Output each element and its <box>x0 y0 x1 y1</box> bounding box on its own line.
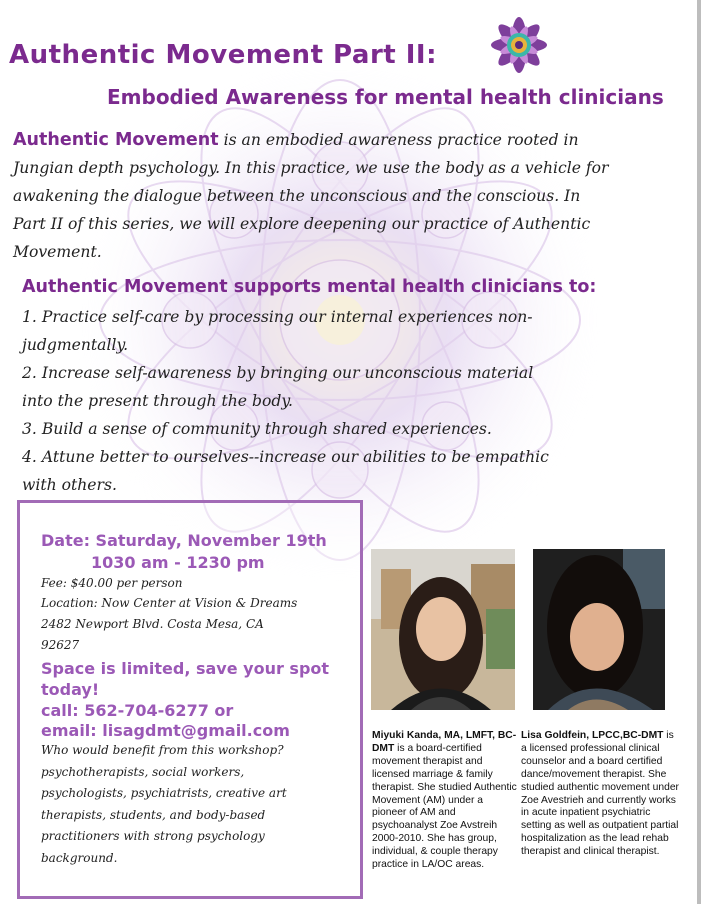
miyuki-photo <box>371 549 515 710</box>
lisa-photo <box>533 549 665 710</box>
space-limited-notice: Space is limited, save your spot today! <box>41 659 330 699</box>
intro-lead: Authentic Movement <box>13 130 219 150</box>
audience-line: therapists, students, and body-based <box>41 807 266 822</box>
miyuki-name: Miyuki Kanda, MA, LMFT, BC-DMT <box>372 730 517 754</box>
audience-section <box>41 740 341 869</box>
event-fee: Fee: $40.00 per person <box>41 576 183 590</box>
audience-line: practitioners with strong psychology <box>41 829 265 843</box>
audience-title: Who would benefit from this workshop? <box>41 743 284 757</box>
intro-line-1: Authentic Movement is an embodied awareness practice rooted in <box>13 130 579 150</box>
lisa-bio: Lisa Goldfein, LPCC,BC-DMT is a licensed professional clinical counselor and a board certified dance/movement therapist. She studied authentic movement under Zoe Avestrieh and currently works in acute inpatient psychiatric setting as well as outpatient partial hospitalization as the lead rehab therapist and clinical therapist. <box>521 730 679 858</box>
event-time: 1030 am - 1230 pm <box>91 553 265 572</box>
list-item: 1. Practice self-care by processing our internal experiences non- <box>22 308 533 326</box>
audience-line: psychologists, psychiatrists, creative art <box>41 786 287 800</box>
event-zip: 92627 <box>41 638 80 652</box>
list-item: 2. Increase self-awareness by bringing our unconscious material <box>22 364 534 382</box>
lisa-name: Lisa Goldfein, LPCC,BC-DMT <box>521 730 664 741</box>
audience-line: psychotherapists, social workers, <box>41 764 245 779</box>
intro-paragraph <box>13 126 693 266</box>
audience-line: background. <box>41 850 118 865</box>
list-item: 3. Build a sense of community through shared experiences. <box>22 420 492 438</box>
intro-line-5: Movement. <box>13 243 102 261</box>
event-date: Date: Saturday, November 19th <box>41 531 327 550</box>
list-item: judgmentally. <box>22 336 129 354</box>
supports-heading: Authentic Movement supports mental health clinicians to: <box>22 277 597 297</box>
benefits-list <box>22 303 682 499</box>
page-subtitle: Embodied Awareness for mental health clinicians <box>107 85 664 109</box>
intro-line-3: awakening the dialogue between the unconscious and the conscious. In <box>13 187 581 205</box>
miyuki-bio: Miyuki Kanda, MA, LMFT, BC-DMT is a board-certified movement therapist and licensed marriage & family therapist. She studied Authentic Movement (AM) under a pioneer of AM and psychoanalyst Zoe Avstreih 2000-2010. She has group, individual, & couple therapy practice in LA/OC areas. <box>372 730 517 871</box>
list-item: with others. <box>22 476 117 494</box>
contact-phone[interactable]: call: 562-704-6277 or <box>41 701 234 720</box>
page-edge <box>697 0 701 904</box>
page-title: Authentic Movement Part II: <box>9 40 438 70</box>
contact-email[interactable]: email: lisagdmt@gmail.com <box>41 721 290 740</box>
event-address: 2482 Newport Blvd. Costa Mesa, CA <box>41 617 264 631</box>
list-item: into the present through the body. <box>22 392 294 410</box>
list-item: 4. Attune better to ourselves--increase our abilities to be empathic <box>22 448 549 466</box>
intro-line-4: Part II of this series, we will explore deepening our practice of Authentic <box>13 215 591 233</box>
intro-line-2: Jungian depth psychology. In this practice, we use the body as a vehicle for <box>13 159 609 177</box>
mandala-logo-icon <box>486 12 552 78</box>
event-location: Location: Now Center at Vision & Dreams <box>41 596 298 610</box>
